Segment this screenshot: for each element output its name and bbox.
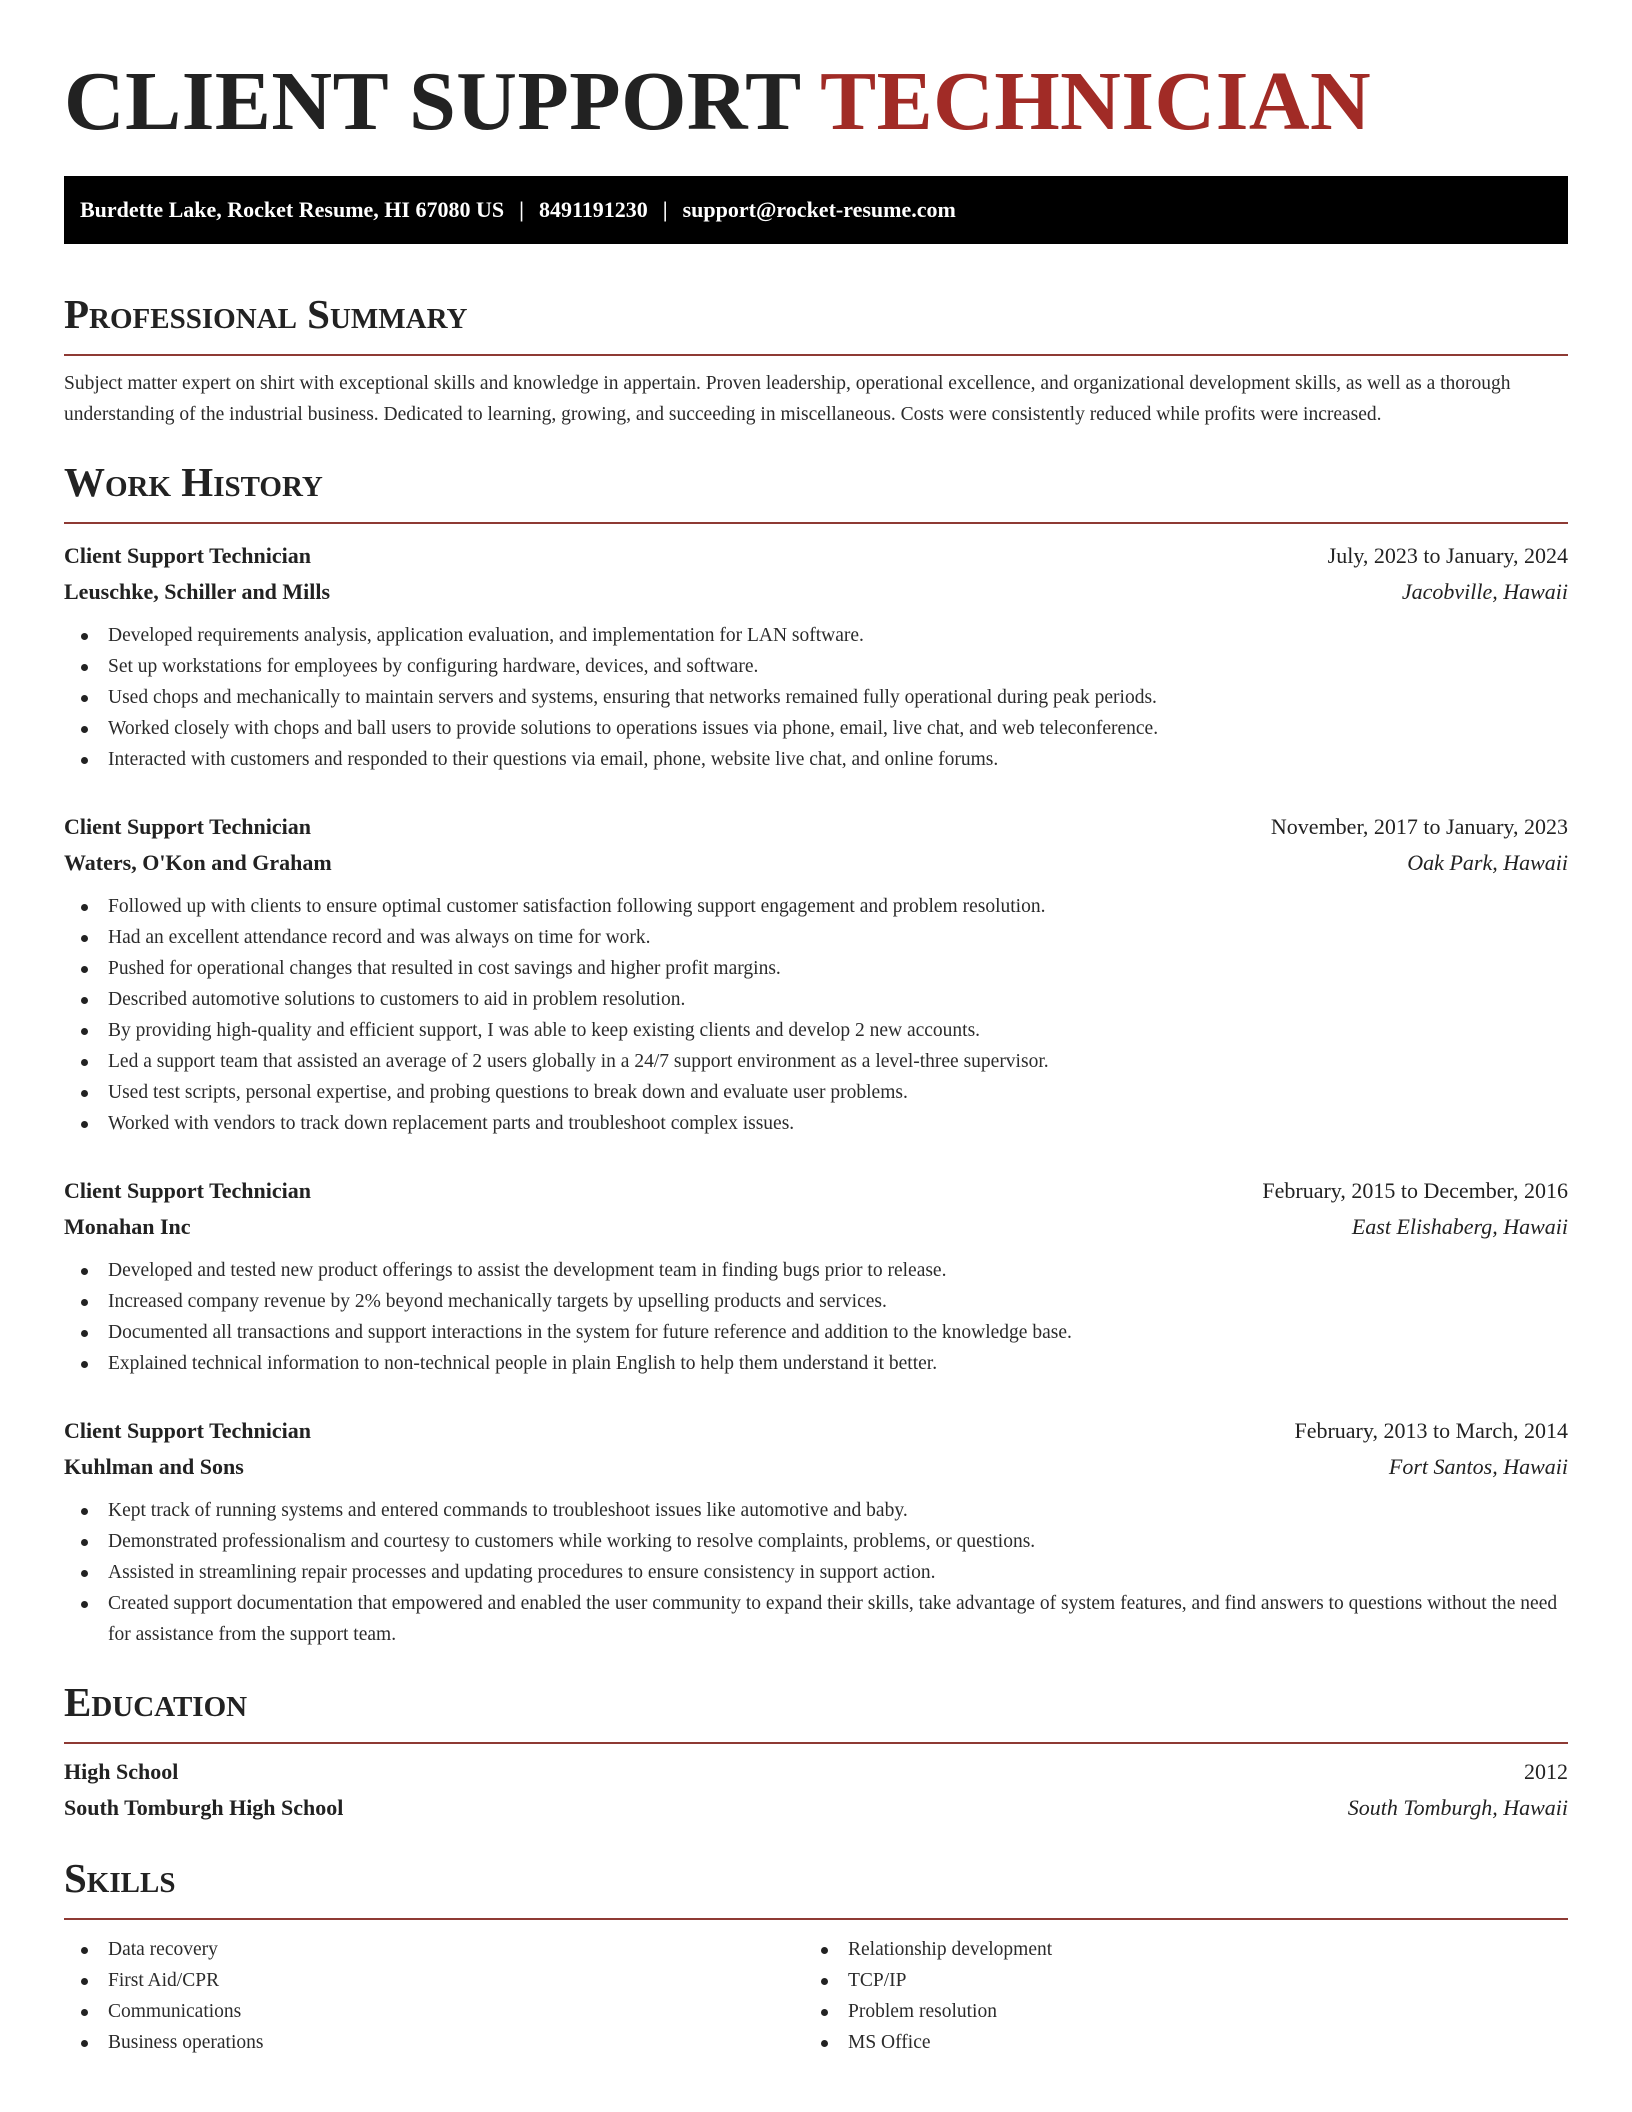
- job-title: Client Support Technician: [64, 543, 311, 568]
- job-bullet: Led a support team that assisted an average of 2 users globally in a 24/7 support environment as a level-three supervisor.: [64, 1046, 1568, 1077]
- skills-rule: [64, 1918, 1568, 1920]
- job-dates: November, 2017 to January, 2023: [1270, 814, 1568, 839]
- title-first-part: CLIENT SUPPORT: [64, 55, 801, 148]
- job-location: Jacobville, Hawaii: [1401, 579, 1568, 604]
- job-bullet: Used test scripts, personal expertise, and probing questions to break down and evaluate user problems.: [64, 1077, 1568, 1108]
- contact-separator: |: [519, 197, 524, 222]
- job-company: Kuhlman and Sons: [64, 1454, 244, 1479]
- job-entry: [64, 538, 1568, 775]
- skill-item: TCP/IP: [804, 1965, 1544, 1996]
- job-title: Client Support Technician: [64, 1418, 311, 1443]
- contact-email: support@rocket-resume.com: [682, 197, 956, 222]
- job-company: Leuschke, Schiller and Mills: [64, 579, 331, 604]
- job-bullet: Explained technical information to non-technical people in plain English to help them understand it better.: [64, 1348, 1568, 1379]
- job-bullet-list: [64, 620, 1568, 775]
- education-entry: [64, 1754, 1568, 1826]
- job-bullet: Created support documentation that empowered and enabled the user community to expand their skills, take advantage of system features, and find answers to questions without the need for assistance from the support team.: [64, 1588, 1568, 1650]
- job-bullet: Described automotive solutions to customers to aid in problem resolution.: [64, 984, 1568, 1015]
- job-bullet: By providing high-quality and efficient support, I was able to keep existing clients and develop 2 new accounts.: [64, 1015, 1568, 1046]
- work-history-heading: Work History: [64, 459, 323, 505]
- job-dates: February, 2015 to December, 2016: [1262, 1178, 1568, 1203]
- job-bullet: Worked with vendors to track down replacement parts and troubleshoot complex issues.: [64, 1108, 1568, 1139]
- job-entry: [64, 1173, 1568, 1379]
- resume-title: [64, 55, 1568, 148]
- skill-item: Data recovery: [64, 1934, 804, 1965]
- job-bullet: Followed up with clients to ensure optimal customer satisfaction following support engagement and problem resolution.: [64, 891, 1568, 922]
- skill-item: Business operations: [64, 2027, 804, 2058]
- skill-item: Communications: [64, 1996, 804, 2027]
- skills-left-column: [64, 1934, 804, 2058]
- education-year: 2012: [1524, 1759, 1568, 1784]
- education-school: South Tomburgh High School: [64, 1795, 344, 1820]
- summary-heading: Professional Summary: [64, 291, 468, 337]
- title-second-part: TECHNICIAN: [820, 55, 1372, 148]
- resume-page: [64, 0, 1568, 2058]
- contact-separator: |: [662, 197, 668, 222]
- job-bullet: Had an excellent attendance record and was always on time for work.: [64, 922, 1568, 953]
- skill-item: Problem resolution: [804, 1996, 1544, 2027]
- education-heading: Education: [64, 1679, 248, 1725]
- job-bullet: Developed and tested new product offerings to assist the development team in finding bugs prior to release.: [64, 1255, 1568, 1286]
- job-bullet: Kept track of running systems and entered commands to troubleshoot issues like automotive and baby.: [64, 1495, 1568, 1526]
- summary-text: Subject matter expert on shirt with exceptional skills and knowledge in appertain. Proven leadership, operational excellence, and organizational development skills, as well as a thorough understanding of the industrial business. Dedicated to learning, growing, and succeeding in miscellaneous. Costs were consistently reduced while profits were increased.: [64, 373, 1511, 425]
- job-location: Oak Park, Hawaii: [1407, 850, 1568, 875]
- contact-address: Burdette Lake, Rocket Resume, HI 67080 US: [80, 197, 505, 222]
- job-bullet-list: [64, 1495, 1568, 1650]
- job-entry: [64, 1413, 1568, 1650]
- job-bullet: Worked closely with chops and ball users to provide solutions to operations issues via phone, email, live chat, and web teleconference.: [64, 713, 1568, 744]
- job-bullet: Used chops and mechanically to maintain servers and systems, ensuring that networks remained fully operational during peak periods.: [64, 682, 1568, 713]
- job-bullet: Interacted with customers and responded to their questions via email, phone, website live chat, and online forums.: [64, 744, 1568, 775]
- job-title: Client Support Technician: [64, 1178, 311, 1203]
- job-location: Fort Santos, Hawaii: [1388, 1454, 1568, 1479]
- work-history-rule: [64, 522, 1568, 524]
- job-entry: [64, 809, 1568, 1139]
- job-company: Waters, O'Kon and Graham: [64, 850, 332, 875]
- skills-heading: Skills: [64, 1855, 176, 1901]
- job-location: East Elishaberg, Hawaii: [1351, 1214, 1568, 1239]
- job-bullet: Set up workstations for employees by configuring hardware, devices, and software.: [64, 651, 1568, 682]
- job-title: Client Support Technician: [64, 814, 311, 839]
- job-bullet: Pushed for operational changes that resulted in cost savings and higher profit margins.: [64, 953, 1568, 984]
- skill-item: MS Office: [804, 2027, 1544, 2058]
- job-dates: February, 2013 to March, 2014: [1294, 1418, 1568, 1443]
- skill-item: Relationship development: [804, 1934, 1544, 1965]
- education-rule: [64, 1742, 1568, 1744]
- education-degree: High School: [64, 1759, 179, 1784]
- skills-right-column: [804, 1934, 1544, 2058]
- job-dates: July, 2023 to January, 2024: [1327, 543, 1568, 568]
- education-location: South Tomburgh, Hawaii: [1347, 1795, 1568, 1820]
- summary-rule: [64, 354, 1568, 356]
- skill-item: First Aid/CPR: [64, 1965, 804, 1996]
- job-bullet: Demonstrated professionalism and courtesy to customers while working to resolve complaints, problems, or questions.: [64, 1526, 1568, 1557]
- job-bullet-list: [64, 891, 1568, 1139]
- contact-bar: [64, 176, 1568, 244]
- contact-phone: 8491191230: [538, 197, 648, 222]
- job-bullet: Developed requirements analysis, application evaluation, and implementation for LAN software.: [64, 620, 1568, 651]
- job-bullet-list: [64, 1255, 1568, 1379]
- job-bullet: Assisted in streamlining repair processes and updating procedures to ensure consistency in support action.: [64, 1557, 1568, 1588]
- job-bullet: Documented all transactions and support interactions in the system for future reference and addition to the knowledge base.: [64, 1317, 1568, 1348]
- skills-columns: [64, 1934, 1568, 2058]
- job-company: Monahan Inc: [64, 1214, 191, 1239]
- job-list: [64, 538, 1568, 1650]
- job-bullet: Increased company revenue by 2% beyond mechanically targets by upselling products and services.: [64, 1286, 1568, 1317]
